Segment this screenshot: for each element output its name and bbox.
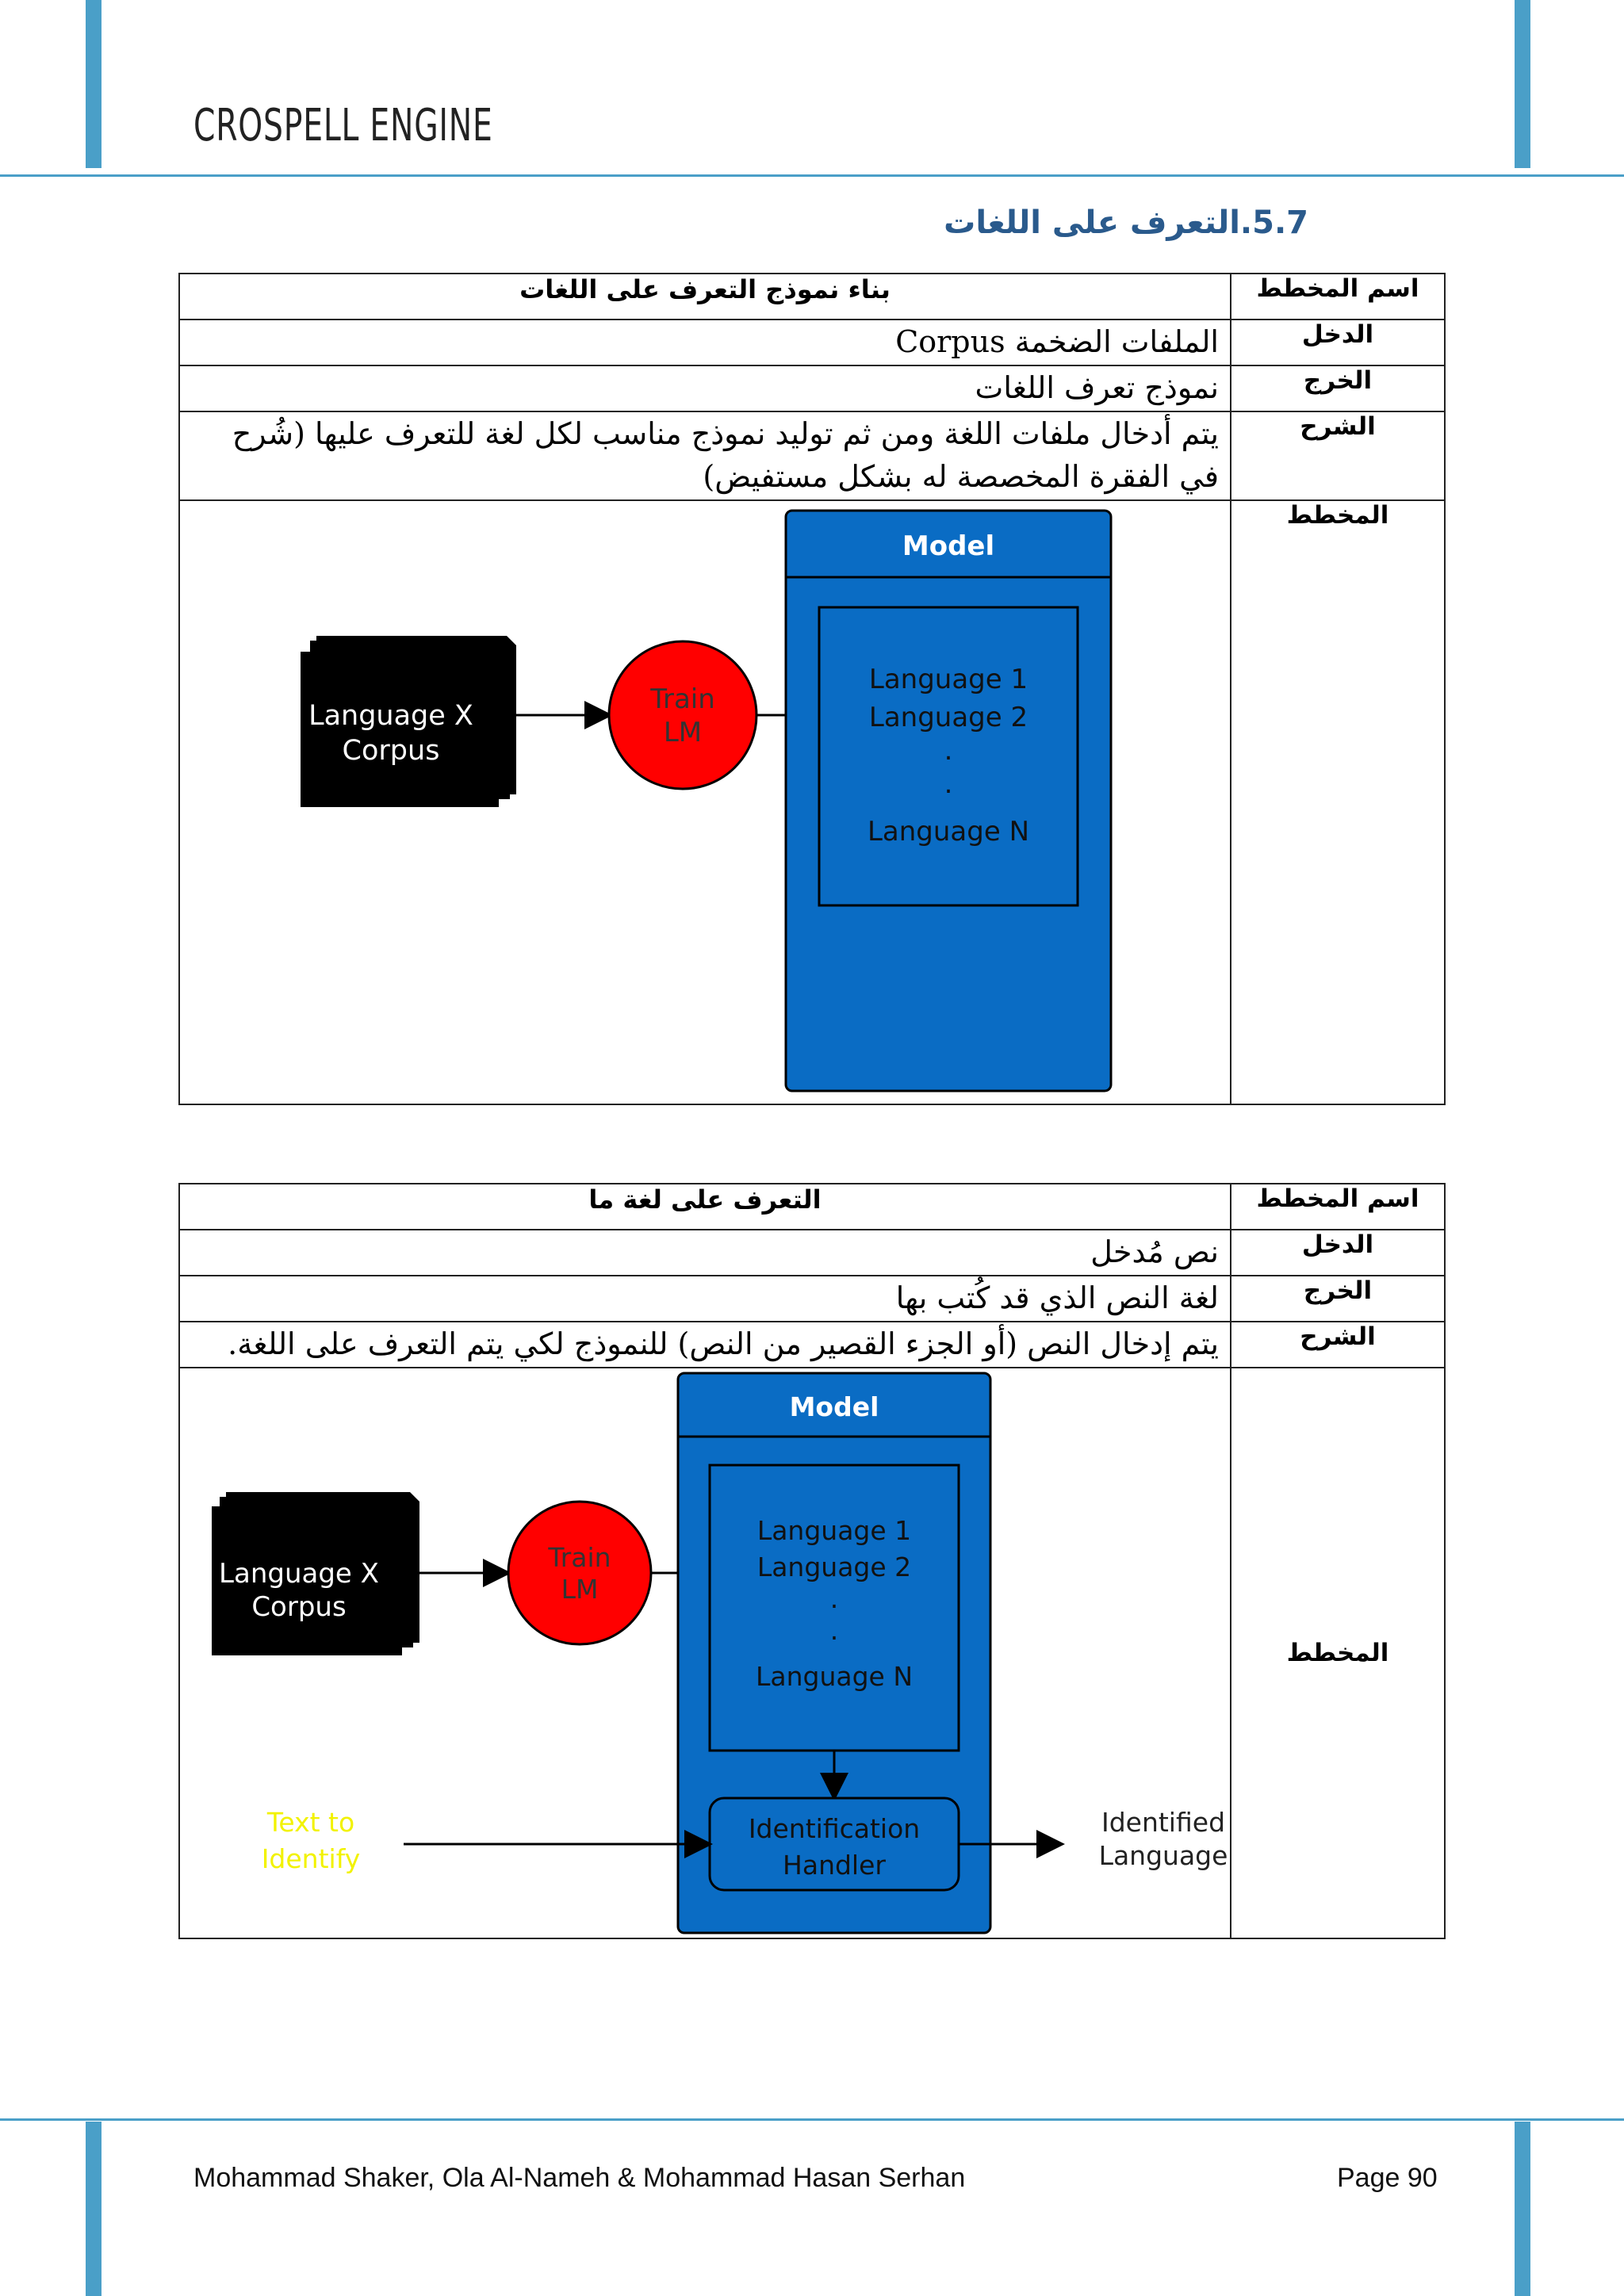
diagram-spec-table-2 [178,1183,1446,1939]
language-2-label: Language 2 [868,702,1028,733]
table-row [179,1230,1445,1276]
diagram-cell [179,1368,1231,1938]
table-row [179,274,1445,320]
footer-rule [0,2118,1624,2121]
diagram-cell [179,500,1231,1104]
row-label [1231,1368,1445,1938]
row-label: الدخل [1231,320,1445,365]
train-label-line1: Train [548,1542,611,1573]
row-label: اسم المخطط [1231,274,1445,320]
train-lm-node [609,641,756,789]
ellipsis-dot: . [944,735,953,767]
footer-authors: Mohammad Shaker, Ola Al-Nameh & Mohammad Hasan Serhan [193,2163,966,2193]
table-row [179,411,1445,500]
left-top-accent-bar [86,0,102,168]
output-value: نموذج تعرف اللغات [179,365,1231,411]
right-top-accent-bar [1515,0,1530,168]
language-2-label: Language 2 [756,1552,912,1582]
language-n-label: Language N [755,1661,914,1692]
corpus-label-line1: Language X [219,1558,379,1590]
row-label: الشرح [1231,1322,1445,1368]
input-text-label-line2: Identify [261,1843,361,1874]
input-text-label-line1: Text to [266,1807,355,1838]
right-bottom-accent-bar [1515,2122,1530,2296]
table-row [179,1322,1445,1368]
table-row [179,1368,1445,1938]
document-header-title: CROSPELL ENGINE [193,100,493,151]
output-label-line1: Identified [1101,1807,1226,1838]
corpus-label-line2: Corpus [251,1591,347,1623]
language-n-label: Language N [867,816,1030,848]
train-lm-node [508,1502,651,1644]
language-1-label: Language 1 [868,664,1028,695]
table-row [179,500,1445,1104]
row-label: المخطط [1231,500,1445,1104]
row-label: اسم المخطط [1231,1184,1445,1230]
diagram-spec-table-1 [178,273,1446,1105]
diagram-name-value: بناء نموذج التعرف على اللغات [179,274,1231,320]
row-label: الدخل [1231,1230,1445,1276]
model-title: Model [789,1391,879,1422]
language-1-label: Language 1 [756,1515,912,1546]
corpus-label-line1: Language X [308,700,473,732]
ellipsis-dot: . [944,768,953,800]
corpus-label-line2: Corpus [342,735,440,767]
section-heading: 5.7.التعرف على اللغات [944,205,1308,241]
ellipsis-dot: . [829,1583,839,1614]
input-value: نص مُدخل [179,1230,1231,1276]
model-title: Model [902,530,995,562]
table-row [179,320,1445,365]
row-label: الشرح [1231,411,1445,500]
header-rule [0,174,1624,177]
left-bottom-accent-bar [86,2122,102,2296]
model-container [786,511,1111,1091]
row-label: الخرج [1231,365,1445,411]
table-row [179,1276,1445,1322]
train-label-line2: LM [561,1574,599,1605]
handler-label-line2: Handler [783,1850,886,1881]
table-row [179,365,1445,411]
build-model-diagram [180,501,1238,1104]
ellipsis-dot: . [829,1615,839,1646]
output-value: لغة النص الذي قد كُتب بها [179,1276,1231,1322]
train-label-line1: Train [650,683,715,715]
table-row [179,1184,1445,1230]
train-label-line2: LM [663,717,703,748]
explanation-value: يتم أدخال ملفات اللغة ومن ثم توليد نموذج مناسب لكل لغة للتعرف عليها (شُرح في الفقرة المخصصة له بشكل مستفيض) [179,411,1231,500]
handler-label-line1: Identification [748,1813,921,1844]
diagram-row-label: المخطط [1286,1639,1389,1667]
identify-language-diagram [180,1368,1238,1938]
footer-page-number: Page 90 [1337,2163,1438,2193]
row-label: الخرج [1231,1276,1445,1322]
output-label-line2: Language [1098,1840,1228,1871]
input-value: الملفات الضخمة Corpus [179,320,1231,365]
diagram-name-value: التعرف على لغة ما [179,1184,1231,1230]
explanation-value: يتم إدخال النص (أو الجزء القصير من النص) للنموذج لكي يتم التعرف على اللغة. [179,1322,1231,1368]
